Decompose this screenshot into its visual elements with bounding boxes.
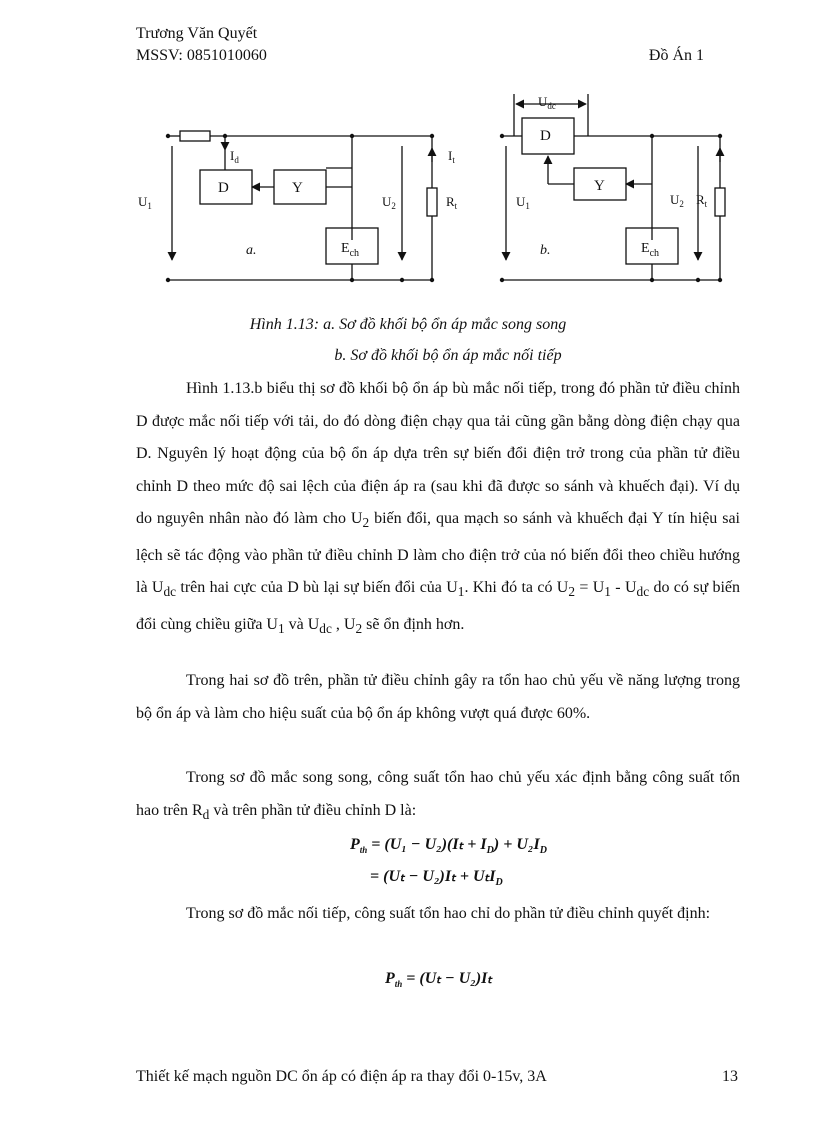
- paragraph-losses: Trong hai sơ đồ trên, phần tử điều chỉnh gây ra tổn hao chủ yếu về năng lượng trong bộ ổn áp và làm cho hiệu suất của bộ ổn áp không vượt quá được 60%.: [136, 672, 740, 722]
- header-author: Trương Văn Quyết: [136, 25, 258, 42]
- label-y-b: Y: [594, 178, 605, 194]
- label-u1-a: $U_1$: [138, 194, 152, 211]
- footer-title: Thiết kế mạch nguồn DC ổn áp có điện áp ra thay đổi 0-15v, 3A: [136, 1068, 547, 1085]
- equation-parallel-loss: $P_{th} = (U_1 - U_2)(I_t + I_D) + U_2I_D$: [350, 836, 547, 857]
- equation-series-loss: $P_{th} = (U_t - U_2)I_t$: [385, 970, 493, 990]
- label-d-a: D: [218, 180, 229, 196]
- paragraph-series-loss: Trong sơ đồ mắc nối tiếp, công suất tổn hao chỉ do phần tử điều chỉnh quyết định:: [186, 905, 711, 922]
- diagram-b: [502, 94, 725, 280]
- label-b: b.: [540, 243, 551, 258]
- diagram-b-labels: [516, 94, 708, 259]
- label-u2-b: $U_2$: [670, 192, 684, 209]
- paragraph-series-regulator: Hình 1.13.b biểu thị sơ đồ khối bộ ổn áp bù mắc nối tiếp, trong đó phần tử điều chỉnh D được mắc nối tiếp với tải, do đó dòng điện chạy qua tải cũng gần bằng dòng điện chạy qua D. Nguyên lý hoạt động của bộ ổn áp dựa trên sự biến đổi điện trở trong của phần tử điều chỉnh D theo mức độ sai lệch của điện áp ra (sau khi đã được so sánh và khuếch đại). Ví dụ do nguyên nhân nào đó làm cho $U_2$ biến đổi, qua mạch so sánh và khuếch đại Y tín hiệu sai lệch sẽ tác động vào phần tử điều chỉnh D làm cho điện trở của nó biến đổi theo chiều hướng là $U_{dc}$ trên hai cực của D bù lại sự biến đổi của $U_1$. Khi đó ta có $U_2 = U_1 - U_{dc}$ do có sự biến đổi cùng chiều giữa $U_1$ và $U_{dc}$ , $U_2$ sẽ ổn định hơn.: [136, 380, 741, 637]
- page-number: 13: [722, 1068, 738, 1085]
- figure-caption-line2: b. Sơ đồ khối bộ ổn áp mắc nối tiếp: [334, 347, 562, 364]
- diagram-a: [168, 131, 437, 280]
- label-rt-a: $R_t$: [446, 194, 458, 211]
- load-resistor-b: [715, 188, 725, 216]
- block-diagram-figure: [130, 90, 740, 300]
- label-ech-b: $E_{ch}$: [641, 241, 660, 259]
- label-a: a.: [246, 243, 257, 258]
- equation-parallel-loss-simplified: = (Uₜ − U₂)Iₜ + UₜI$_D$: [370, 868, 503, 889]
- label-y-a: Y: [292, 180, 303, 196]
- header-student-id: MSSV: 0851010060: [136, 47, 267, 64]
- label-id-a: $I_d$: [230, 148, 239, 165]
- header-title: Đồ Án 1: [648, 47, 704, 64]
- figure-caption-line1: Hình 1.13: a. Sơ đồ khối bộ ổn áp mắc song song: [249, 316, 567, 333]
- label-it-a: $I_t$: [448, 148, 455, 165]
- label-u2-a: $U_2$: [382, 194, 396, 211]
- label-udc-b: $U_{dc}$: [538, 94, 556, 111]
- label-d-b: D: [540, 128, 551, 144]
- series-resistor-a: [180, 131, 210, 141]
- load-resistor-a: [427, 188, 437, 216]
- label-ech-a: $E_{ch}$: [341, 241, 360, 259]
- diagram-b-dots: [500, 134, 722, 282]
- paragraph-parallel-loss: Trong sơ đồ mắc song song, công suất tổn hao chủ yếu xác định bằng công suất tổn hao trên $R_d$ và trên phần tử điều chỉnh D là:: [136, 769, 740, 822]
- label-rt-b: $R_t$: [696, 192, 708, 209]
- label-u1-b: $U_1$: [516, 194, 530, 211]
